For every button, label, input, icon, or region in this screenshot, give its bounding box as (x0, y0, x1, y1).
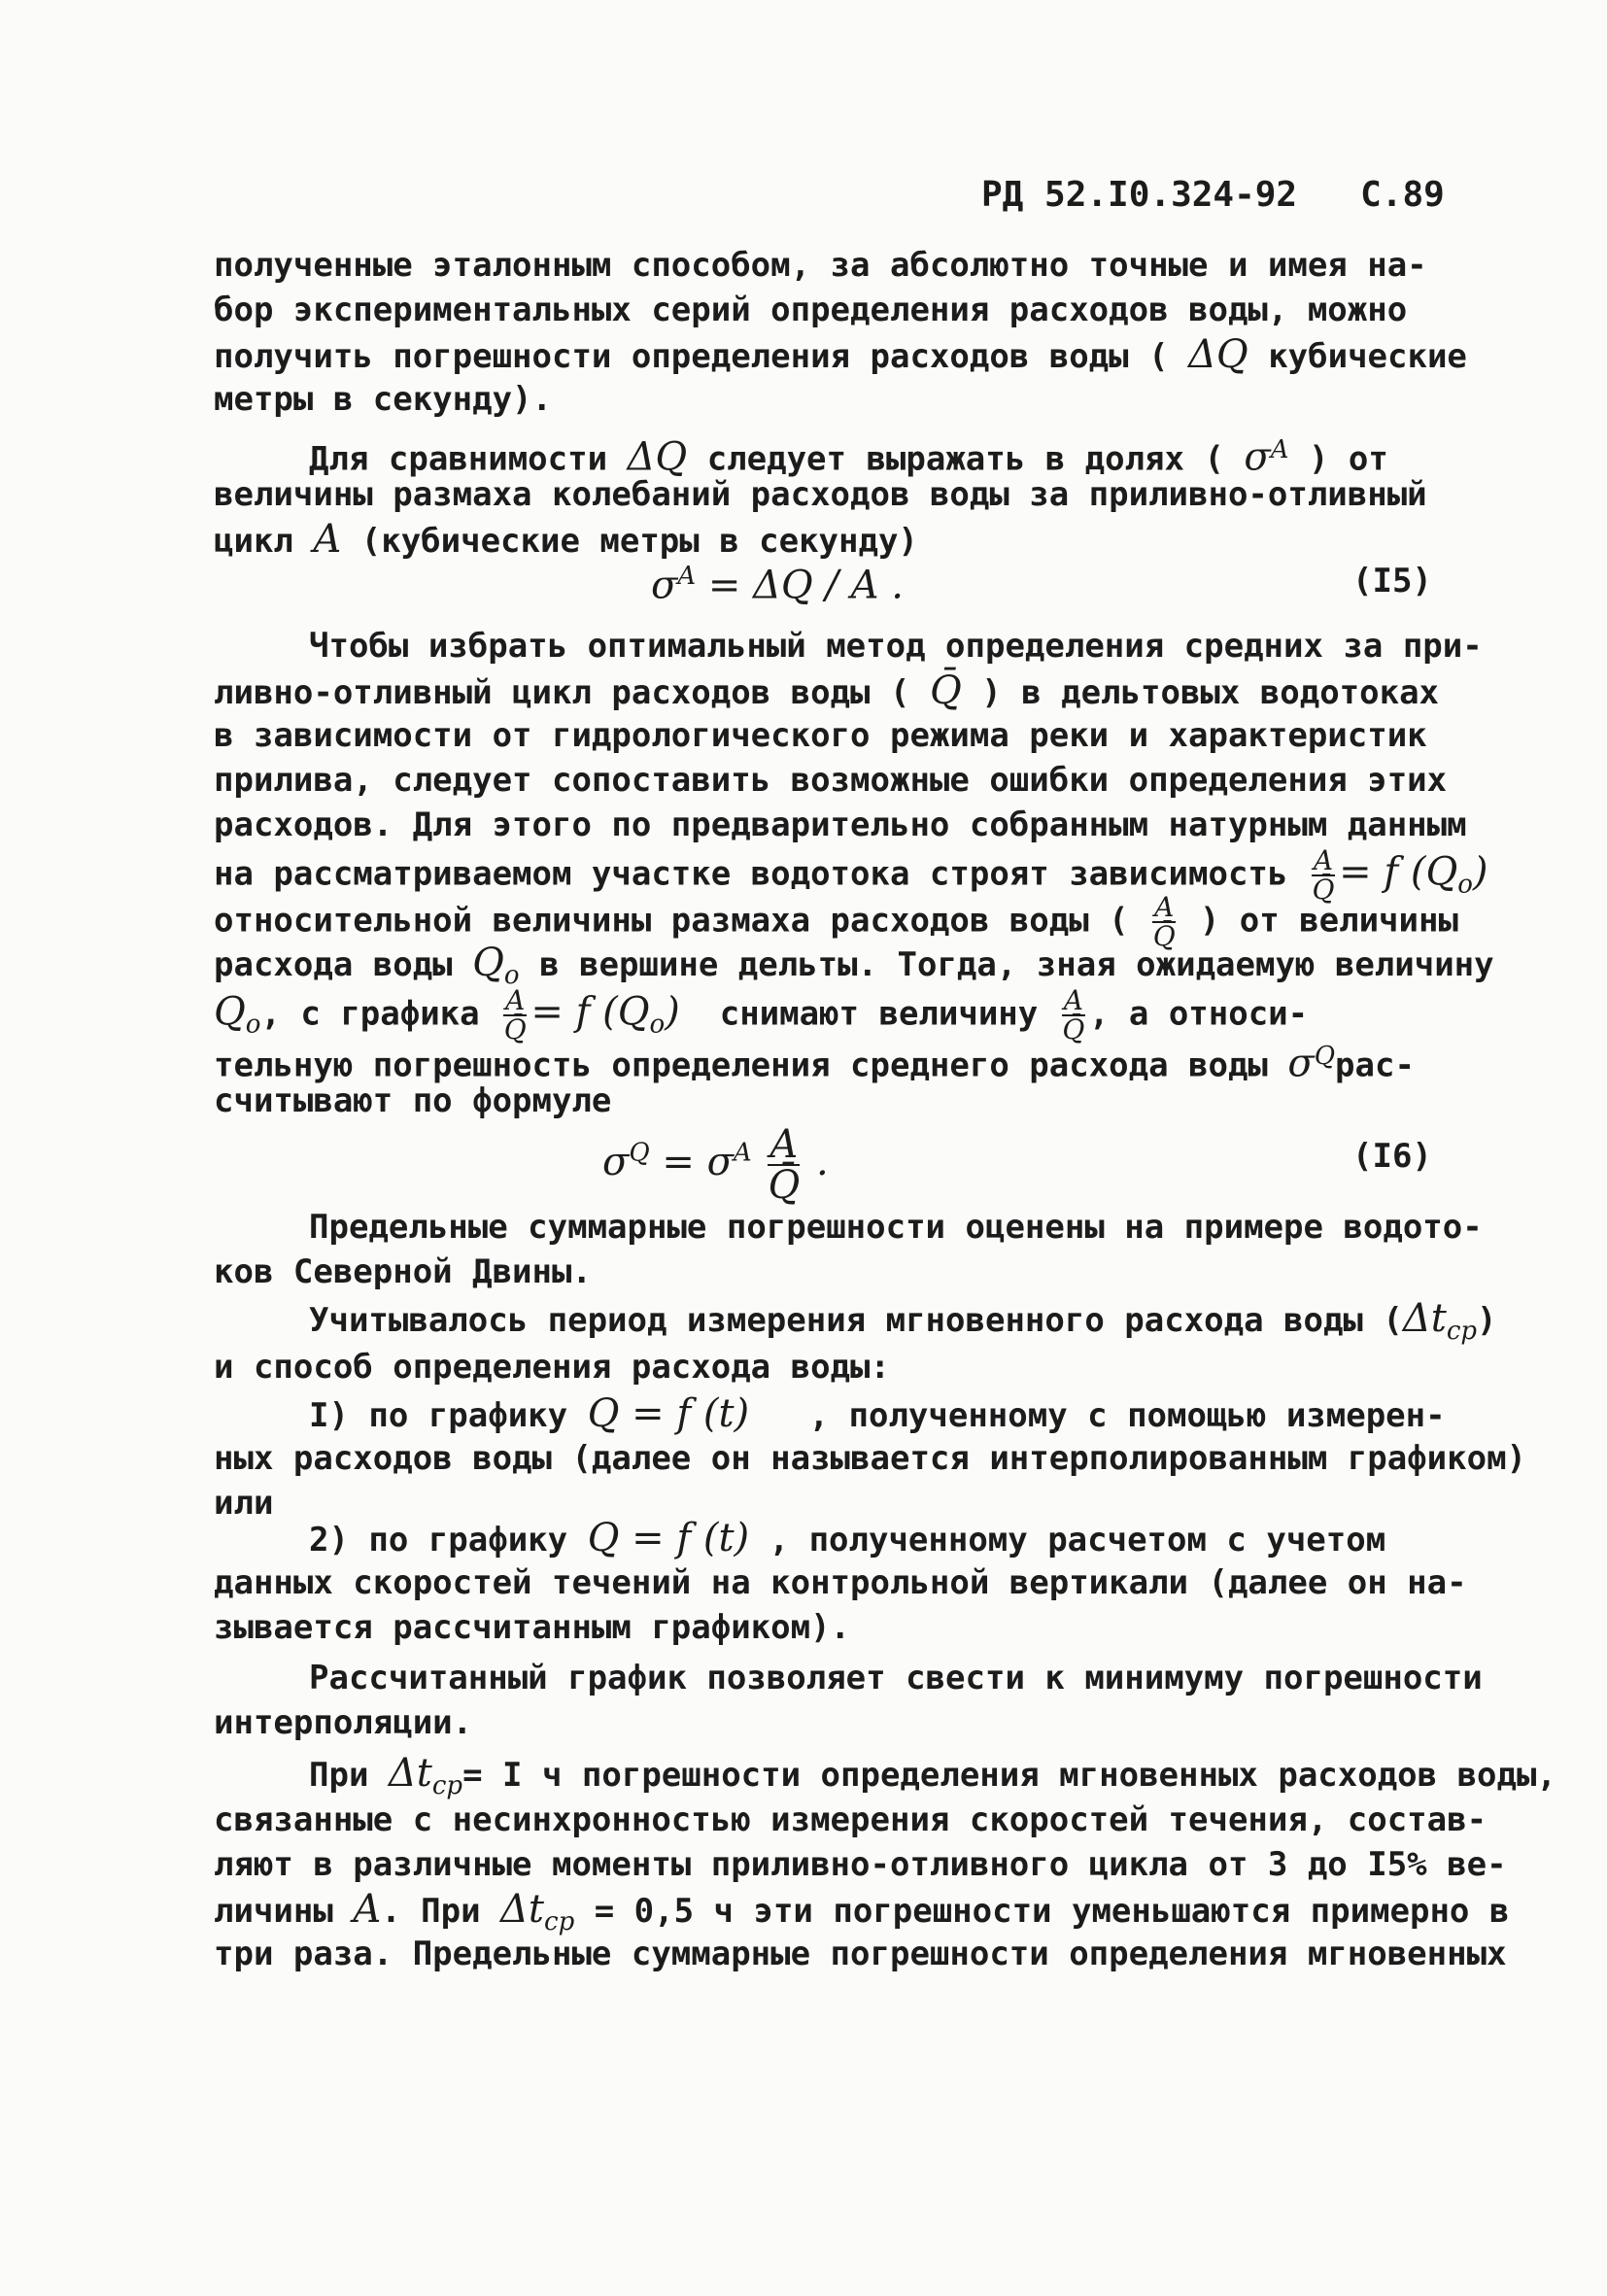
text-line: Чтобы избрать оптимальный метод определения средних за при- (309, 627, 1483, 666)
text-line: в зависимости от гидрологического режима реки и характеристик (214, 716, 1427, 755)
text-line: зывается рассчитанным графиком). (214, 1608, 851, 1647)
equation-number-16: (I6) (1352, 1137, 1432, 1176)
text-line: личины A. При $\Delta t_{cp} = 0,5$ ч эти погрешности уменьшаются примерно в (214, 1887, 1510, 1936)
text-line: и способ определения расхода воды: (214, 1348, 890, 1387)
text-line: Предельные суммарные погрешности оценены на примере водото- (309, 1208, 1483, 1247)
text-line: полученные эталонным способом, за абсолютно точные и имея на- (214, 246, 1427, 285)
text-line: три раза. Предельные суммарные погрешности определения мгновенных (214, 1935, 1507, 1973)
text-line: ливно-отливный цикл расходов воды ( Q̄ ) в дельтовых водотоках (214, 668, 1440, 713)
text-line: Рассчитанный график позволяет свести к минимуму погрешности (309, 1659, 1483, 1697)
text-line: расхода воды $Q_o$ в вершине дельты. Тогда, зная ожидаемую величину (214, 941, 1494, 990)
text-line: данных скоростей течений на контрольной вертикали (далее он на- (214, 1563, 1467, 1602)
text-line: $Q_o$, с графика $\frac{A}{Q̄}$ = f $(Q_o)$ снимают величину $\frac{A}{Q̄}$ , а относи- (214, 984, 1309, 1045)
equation-number-15: (I5) (1352, 562, 1432, 600)
formula-16: $\sigma^Q = \sigma^A$ $\frac{A}{Q̄}$ . (602, 1122, 829, 1208)
text-line: бор экспериментальных серий определения расходов воды, можно (214, 291, 1408, 329)
text-line: интерполяции. (214, 1703, 473, 1742)
text-line: ков Северной Двины. (214, 1252, 592, 1291)
text-line: величины размаха колебаний расходов воды за приливно-отливный (214, 475, 1427, 514)
text-line: ных расходов воды (далее он называется интерполированным графиком) (214, 1439, 1527, 1478)
text-line: считывают по формуле (214, 1081, 612, 1120)
text-line: тельную погрешность определения среднего расхода воды $\sigma^Qрас-$ (214, 1041, 1415, 1086)
formula-15: $\sigma^A = \Delta Q / A$ . (651, 562, 904, 608)
text-line: 2) по графику Q = f (t) , полученному расчетом с учетом (309, 1516, 1386, 1560)
text-line: прилива, следует сопоставить возможные ошибки определения этих (214, 761, 1448, 800)
page-header: РД 52.I0.324-92 С.89 (981, 175, 1445, 215)
text-line: I) по графику Q = f (t) , полученному с помощью измерен- (309, 1391, 1446, 1436)
text-line: получить погрешности определения расходов воды ( ΔQ кубические (214, 332, 1467, 377)
text-line: относительной величины размаха расходов воды ( $\frac{A}{Q̄}$ ) от величины (214, 891, 1458, 952)
text-line: расходов. Для этого по предварительно собранным натурным данным (214, 805, 1467, 844)
text-line: на рассматриваемом участке водотока строят зависимость $\frac{A}{Q̄}$ = f $(Q_o)$ (214, 844, 1488, 906)
text-line: При $\Delta t_{cp}= I$ ч погрешности определения мгновенных расходов воды, (309, 1751, 1556, 1800)
text-line: ляют в различные моменты приливно-отливного цикла от 3 до I5% ве- (214, 1845, 1507, 1884)
text-line: Для сравнимости ΔQ следует выражать в долях ( $\sigma^A$ ) от (309, 434, 1388, 480)
text-line: метры в секунду). (214, 380, 552, 419)
text-line: связанные с несинхронностью измерения скоростей течения, состав- (214, 1800, 1487, 1839)
math-dq: ΔQ (1188, 332, 1248, 377)
text-line: цикл A (кубические метры в секунду) (214, 517, 918, 562)
text-line: или (214, 1484, 274, 1523)
text-line: Учитывалось период измерения мгновенного расхода воды $(\Delta t_{cp})$ (309, 1296, 1497, 1346)
